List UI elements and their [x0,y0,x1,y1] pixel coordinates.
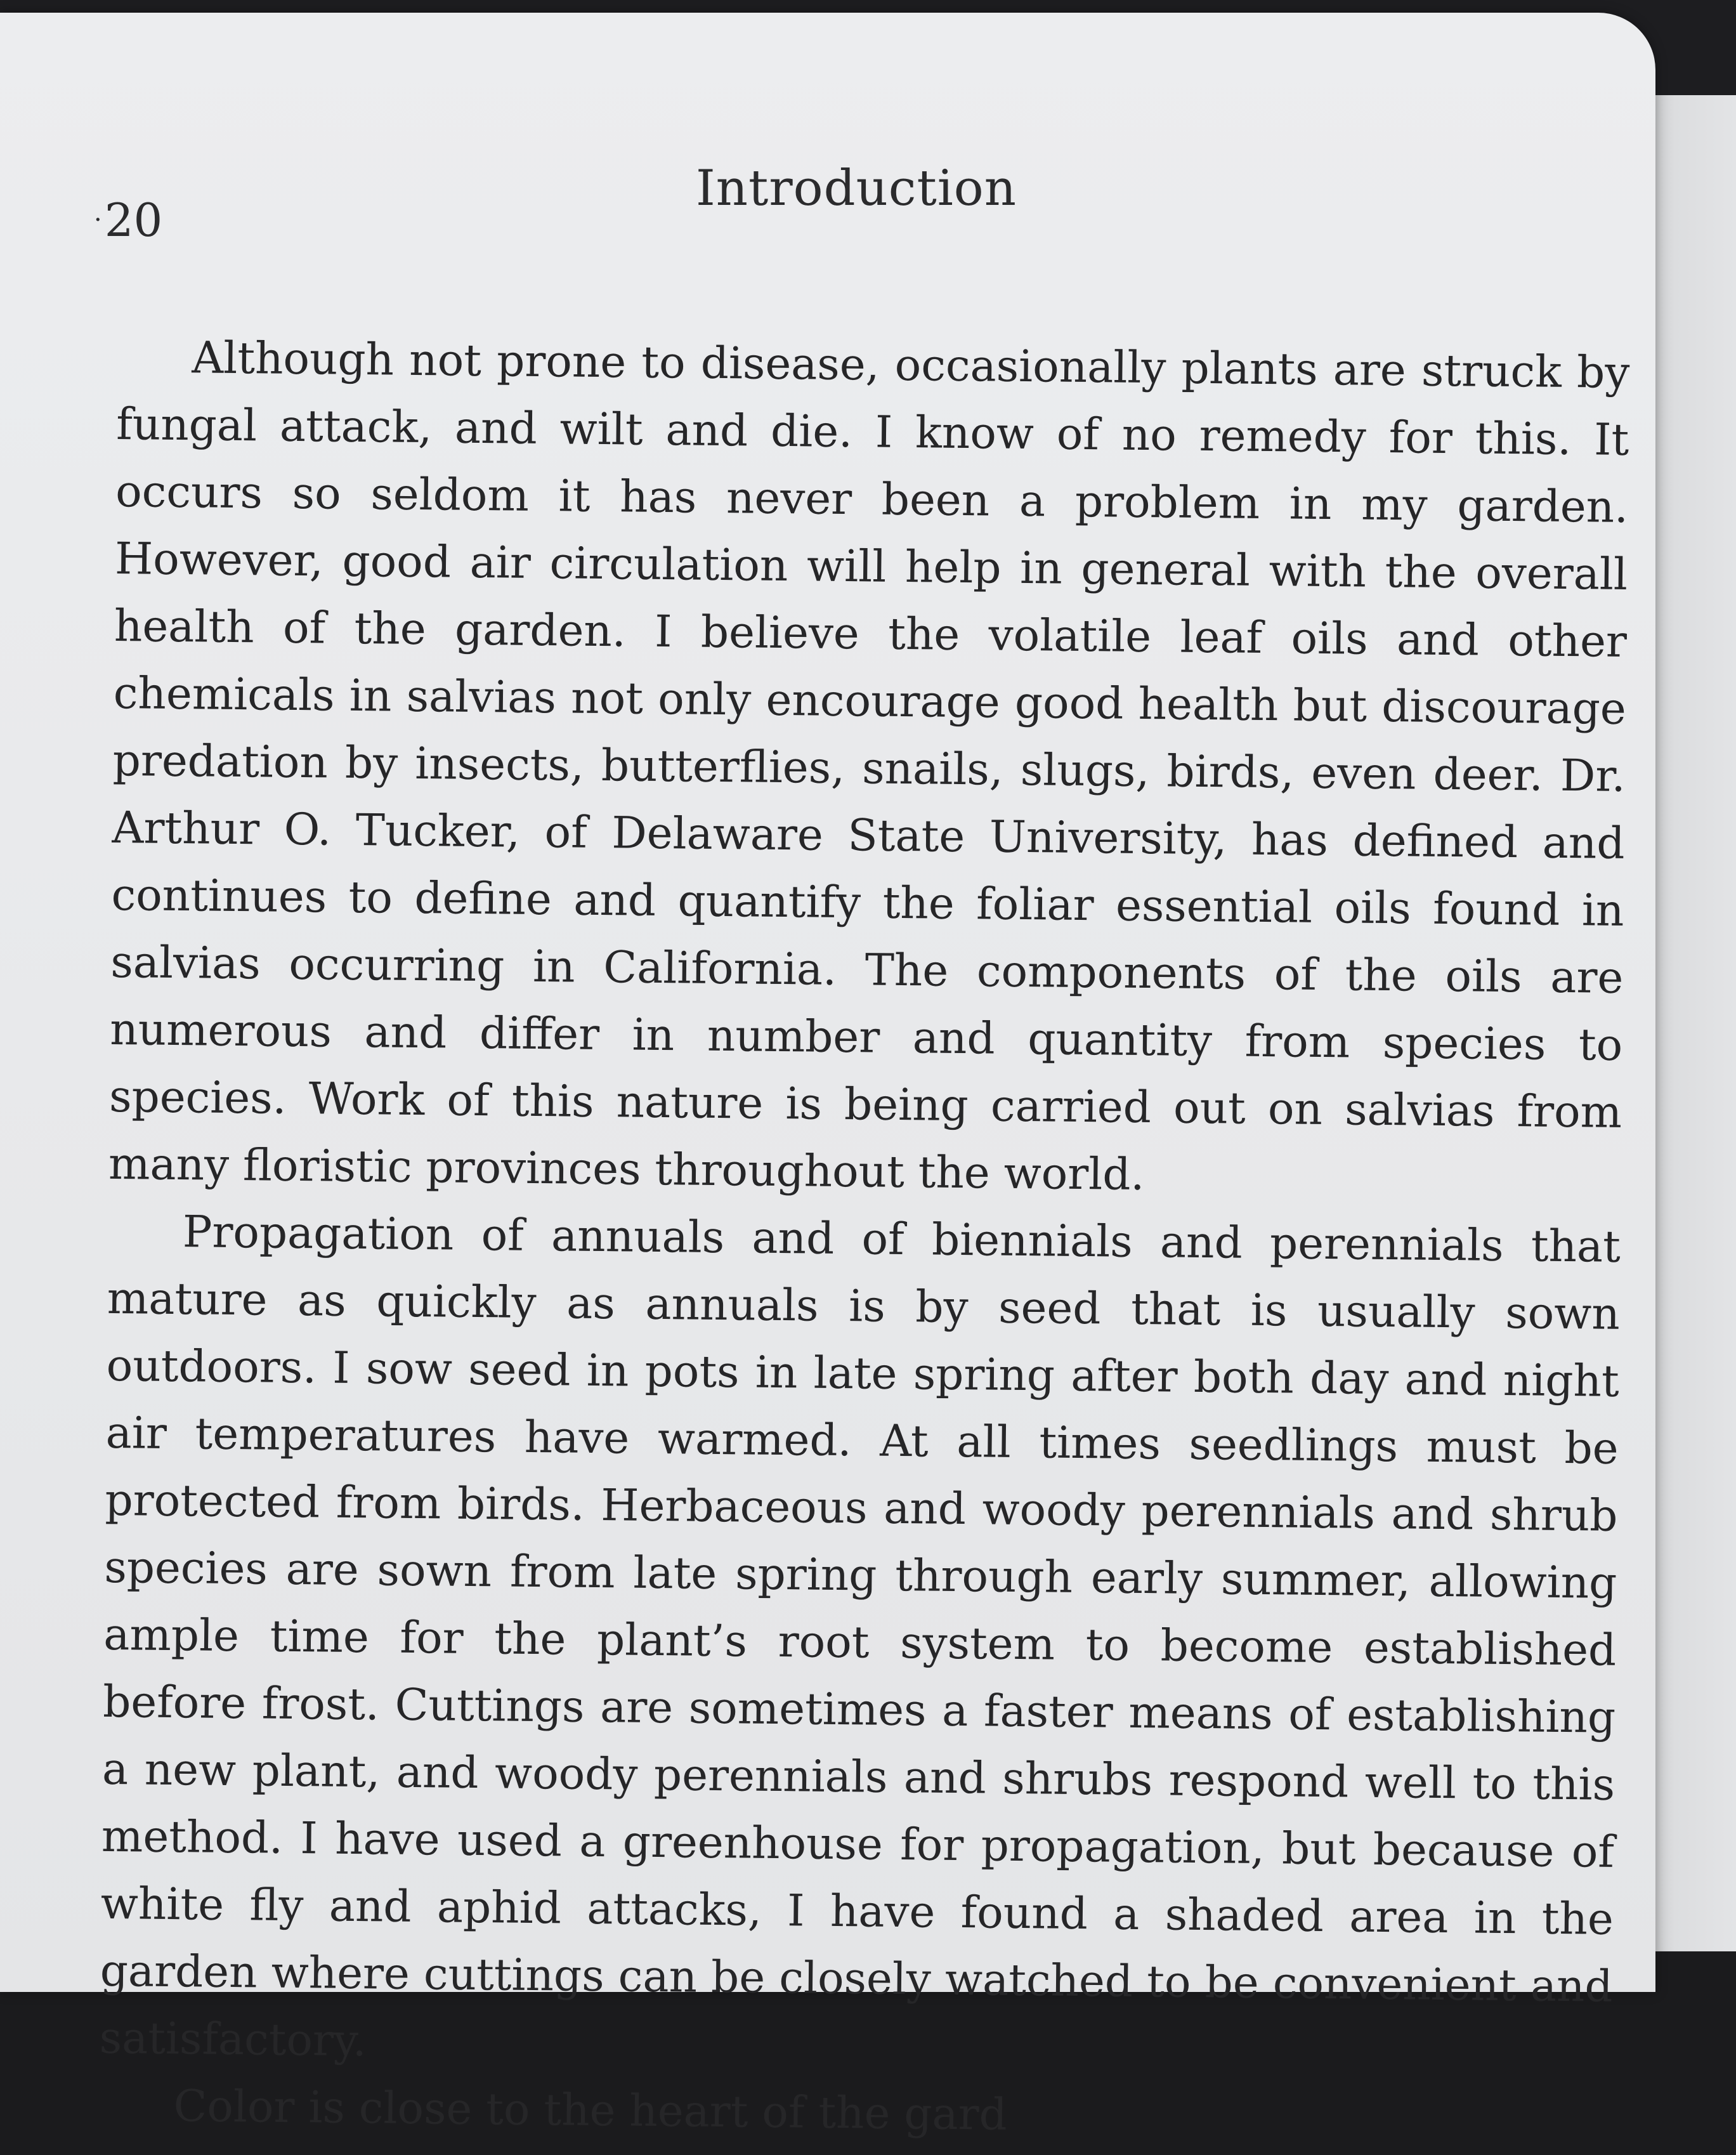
paragraph-propagation: Propagation of annuals and of biennials and perennials that mature as quickly as annuals is by seed that is usually sown outdoors. I sow seed in pots in late spring after both day and night air temperatures have warmed. At all times seedlings must be protected from birds. Herbaceous and woody perennials and shrub species are sown from late spring through early summer, allowing ample time for the plant’s root system to become established before frost. Cuttings are sometimes a faster means of establishing a new plant, and woody perennials and shrubs respond well to this method. I have used a greenhouse for propagation, but because of white fly and aphid attacks, I have found a shaded area in the garden where cuttings can be closely watched to be convenient and satisfactory. [99,1207,1621,2067]
page-number-text: 20 [104,193,163,247]
paragraph-color-cut-off: Color is close to the heart of the gard [173,2081,1008,2140]
margin-dot: · [94,206,102,235]
running-head: Introduction [696,160,1017,217]
adjacent-page-edge [1649,95,1736,1951]
paragraph-disease: Although not prone to disease, occasionally plants are struck by fungal attack, and wilt and die. I know of no remedy for this. It occurs so seldom it has never been a problem in my garden. However, good air circulation will help in general with the overall health of the garden. I believe the volatile leaf oils and other chemicals in salvias not only encourage good health but discourage predation by insects, butterflies, snails, slugs, birds, even deer. Dr. Arthur O. Tucker, of Delaware State University, has defined and continues to define and quantify the foliar essential oils found in salvias occurring in California. The components of the oils are numerous and differ in number and quantity from species to species. Work of this nature is being carried out on salvias from many floristic provinces throughout the world. [108,332,1630,1201]
book-page [0,13,1655,2140]
body-text [98,324,1630,2155]
